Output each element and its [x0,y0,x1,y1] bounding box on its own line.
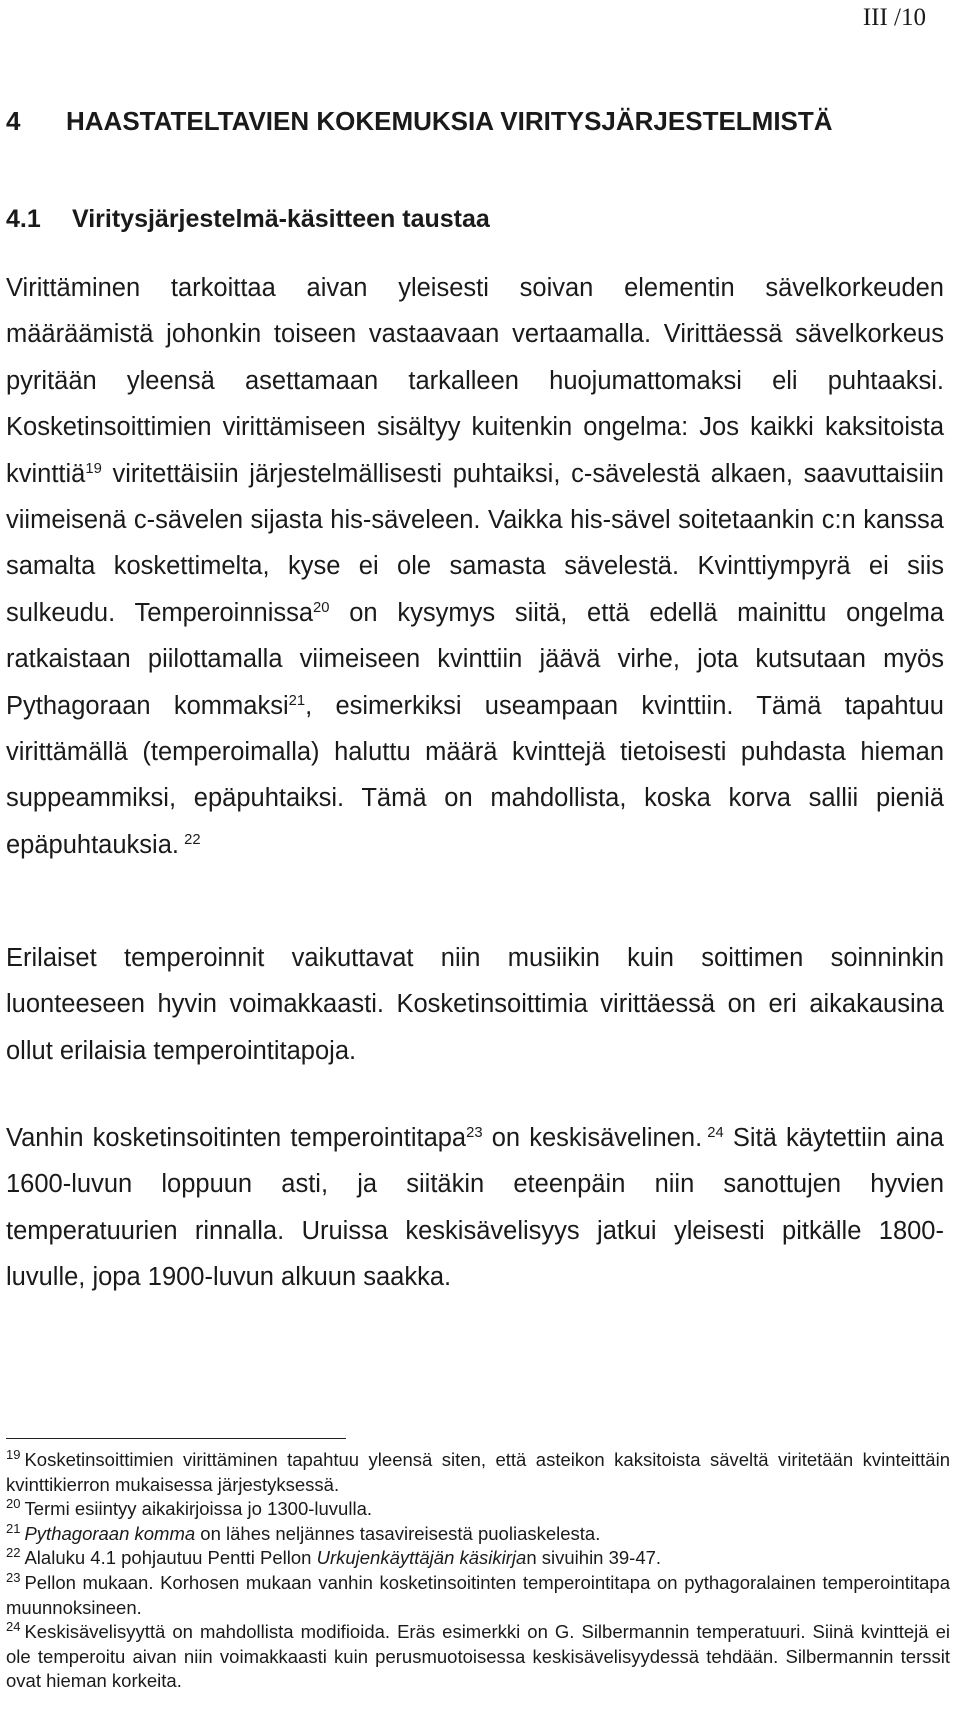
section-title: Viritysjärjestelmä-käsitteen taustaa [72,205,490,233]
footnote-text: Kosketinsoittimien virittäminen tapahtuu yleensä siten, että asteikon kaksitoista säveltä viritetään kvinteittäin kvinttikierron mukaisessa järjestyksessä. [6,1449,950,1495]
footnote-ref-21[interactable]: 21 [288,692,306,709]
paragraph-1-text-b: viritettäisiin järjestelmällisesti puhtaiksi, c-sävelestä alkaen, saavuttaisiin viimeisenä c-sävelen sijasta his-säveleen. Vaikka his-sävel soitetaankin c:n kanssa samalta koskettimelta, kyse ei ole samasta sävelestä. Kvinttiympyrä ei siis sulkeudu. Temperoinnissa [6,459,944,627]
footnote-22 [6,1546,950,1571]
footnote-mark: 22 [6,1545,21,1561]
footnote-mark: 21 [6,1520,21,1536]
footnote-text: Pellon mukaan. Korhosen mukaan vanhin kosketinsoitinten temperointitapa on pythagoralainen temperointitapa muunnoksineen. [6,1571,950,1618]
footnote-20 [6,1497,950,1522]
chapter-number: 4 [6,106,21,136]
paragraph-2-text: Erilaiset temperoinnit vaikuttavat niin musiikin kuin soittimen soinninkin luonteeseen hyvin voimakkaasti. Kosketinsoittimia virittäessä on eri aikakausina ollut erilaisia temperointitapoja. [6,944,944,1065]
paragraph-1-text-c: on kysymys siitä, että edellä mainittu ongelma ratkaistaan piilottamalla viimeiseen kvinttiin jäävä virhe, jota kutsutaan myös Pythagoraan kommaksi [6,598,945,720]
paragraph-3-text-c: Sitä käytettiin aina 1600-luvun loppuun asti, ja siitäkin eteenpäin niin sanottujen hyvien temperatuurien rinnalla. Uruissa keskisävelisyys jatkui yleisesti pitkälle 1800-luvulle, jopa 1900-luvun alkuun saakka. [6,1124,944,1292]
section-heading [6,205,490,234]
footnote-text: on lähes neljännes tasavireisestä puoliaskelesta. [195,1522,601,1544]
paragraph-1-text-d: , esimerkiksi useampaan kvinttiin. Tämä tapahtuu virittämällä (temperoimalla) haluttu määrä kvinttejä tietoisesti puhdasta hieman suppeammiksi, epäpuhtaiksi. Tämä on mahdollista, koska korva sallii pieniä epäpuhtauksia. [6,691,944,859]
footnote-mark: 20 [6,1496,21,1512]
footnote-ref-20[interactable]: 20 [313,599,330,616]
footnote-text: Keskisävelisyyttä on mahdollista modifioida. Eräs esimerkki on G. Silbermannin temperatuuri. Siinä kvinttejä ei ole temperoitu aivan niin voimakkaasti kuin perusmuotoisessa keskisävelisyydessä tehdään. Silbermannin terssit ovat hieman korkeita. [6,1621,950,1692]
footnote-mark: 23 [6,1569,21,1585]
paragraph-3-text-a: Vanhin kosketinsoitinten temperointitapa [6,1124,467,1152]
paragraph-1-text-a: Virittäminen tarkoittaa aivan yleisesti soivan elementin sävelkorkeuden määräämistä johonkin toiseen vastaavaan vertaamalla. Virittäessä sävelkorkeus pyritään yleensä asettamaan tarkalleen huojumattomaksi eli puhtaaksi. Kosketinsoittimien virittämiseen sisältyy kuitenkin ongelma: Jos kaikki kaksitoista kvinttiä [6,274,944,488]
footnote-24 [6,1620,950,1694]
page-number: III /10 [862,4,926,31]
footnote-21 [6,1522,950,1547]
paragraph-3-text-b: on keskisävelinen. [482,1124,703,1152]
section-number: 4.1 [6,205,41,233]
footnote-italic-term: Pythagoraan komma [24,1522,196,1544]
footnote-ref-22[interactable]: 22 [184,832,201,849]
footnote-23 [6,1571,950,1620]
footnote-mark: 19 [6,1446,21,1462]
footnote-text-end: n sivuihin 39-47. [526,1547,662,1569]
footnote-mark: 24 [6,1619,21,1635]
chapter-title: HAASTATELTAVIEN KOKEMUKSIA VIRITYSJÄRJESTELMISTÄ [66,106,833,136]
chapter-heading [6,106,833,137]
paragraph-1 [6,265,944,868]
footnote-text: Termi esiintyy aikakirjoissa jo 1300-luvulla. [24,1498,372,1520]
paragraph-2 [6,935,944,1074]
footnote-ref-24[interactable]: 24 [707,1125,724,1142]
footnote-ref-23[interactable]: 23 [466,1125,483,1142]
footnote-text: Alaluku 4.1 pohjautuu Pentti Pellon [24,1547,317,1569]
footnote-divider [6,1438,346,1439]
footnote-italic-title: Urkujenkäyttäjän käsikirja [316,1547,527,1569]
footnote-ref-19[interactable]: 19 [85,460,102,477]
footnotes [6,1448,950,1694]
footnote-19 [6,1448,950,1497]
paragraph-3 [6,1115,944,1301]
